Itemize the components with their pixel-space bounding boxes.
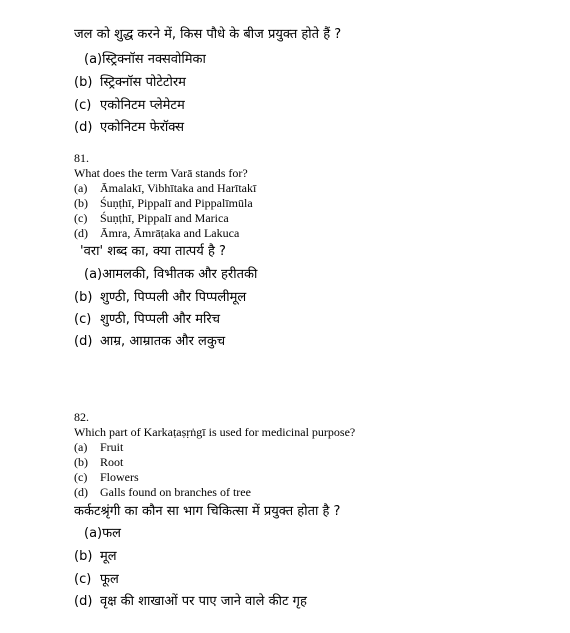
q82-question-hindi: कर्कटश्रृंगी का कौन सा भाग चिकित्सा में प्रयुक्त होता है ?: [74, 504, 341, 519]
q82-option-d-english: (d) Galls found on branches of tree: [74, 485, 251, 499]
q80-option-b-hindi: (b) स्ट्रिक्नॉस पोटेटोरम: [74, 75, 186, 90]
q80-option-c-hindi: (c) एकोनिटम प्लेमेटम: [74, 98, 185, 113]
q81-option-a-hindi: (a)आमलकी, विभीतक और हरीतकी: [84, 267, 258, 282]
q81-question-english: What does the term Varā stands for?: [74, 166, 248, 180]
q81-option-d-english: (d) Āmra, Āmrāṭaka and Lakuca: [74, 226, 240, 240]
q82-option-b-english: (b) Root: [74, 455, 124, 469]
q81-option-b-hindi: (b) शुण्ठी, पिप्पली और पिप्पलीमूल: [74, 290, 247, 305]
q81-option-a-english: (a) Āmalakī, Vibhītaka and Harītakī: [74, 181, 257, 195]
q82-option-a-english: (a) Fruit: [74, 440, 124, 454]
q81-option-d-hindi: (d) आम्र, आम्रातक और लकुच: [74, 334, 226, 349]
q81-option-c-english: (c) Śuṇṭhī, Pippalī and Marica: [74, 211, 229, 225]
q81-number: 81.: [74, 151, 89, 165]
q82-option-d-hindi: (d) वृक्ष की शाखाओं पर पाए जाने वाले कीट गृह: [74, 594, 307, 609]
q80-option-d-hindi: (d) एकोनिटम फेरॉक्स: [74, 120, 185, 135]
q80-option-a-hindi: (a)स्ट्रिक्नॉस नक्सवोमिका: [84, 52, 206, 67]
q82-option-c-english: (c) Flowers: [74, 470, 139, 484]
q81-option-b-english: (b) Śuṇṭhī, Pippalī and Pippalīmūla: [74, 196, 253, 210]
q81-question-hindi: 'वरा' शब्द का, क्या तात्पर्य है ?: [80, 244, 226, 259]
q80-question-hindi: जल को शुद्ध करने में, किस पौधे के बीज प्रयुक्त होते हैं ?: [74, 27, 342, 42]
q82-number: 82.: [74, 410, 89, 424]
q82-option-c-hindi: (c) फूल: [74, 572, 119, 587]
q81-option-c-hindi: (c) शुण्ठी, पिप्पली और मरिच: [74, 312, 220, 327]
q82-option-b-hindi: (b) मूल: [74, 549, 117, 564]
q82-question-english: Which part of Karkaṭaṣṛṅgī is used for medicinal purpose?: [74, 425, 356, 439]
q82-option-a-hindi: (a)फल: [84, 526, 121, 541]
